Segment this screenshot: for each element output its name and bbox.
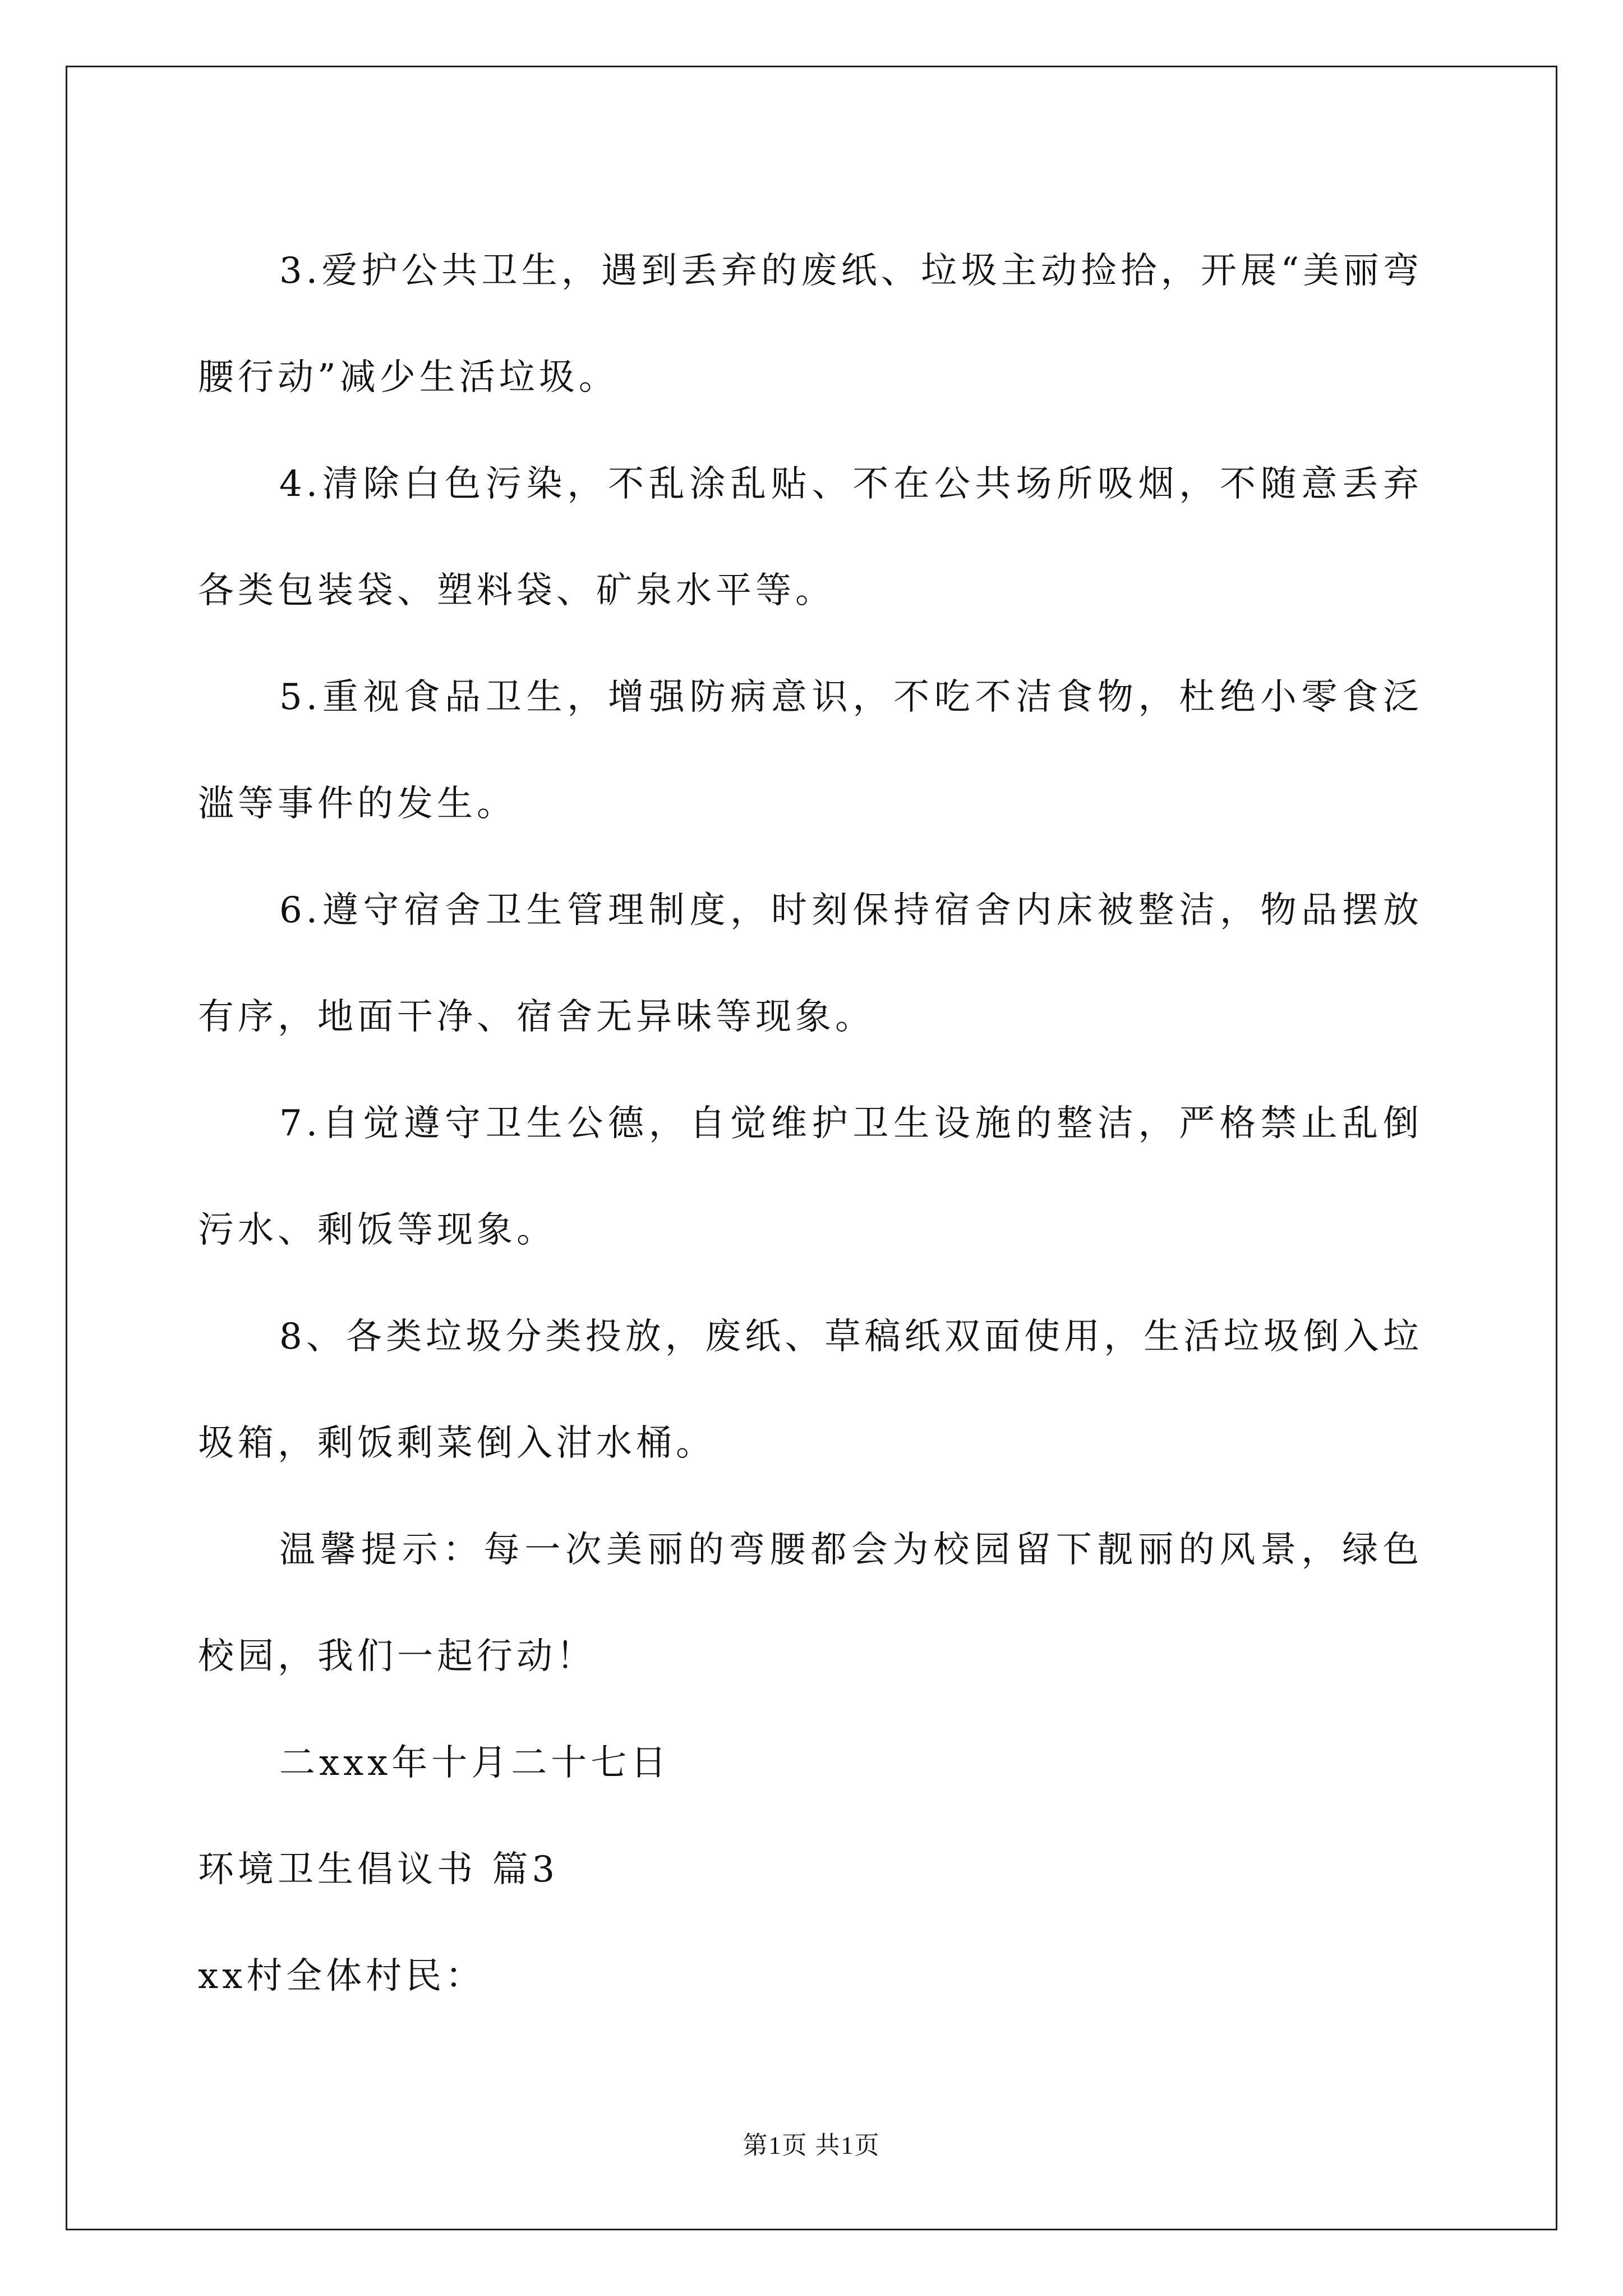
document-body — [198, 218, 1423, 2030]
paragraph-item-6: 6.遵守宿舍卫生管理制度，时刻保持宿舍内床被整洁，物品摆放有序，地面干净、宿舍无异味等现象。 — [198, 890, 1423, 1038]
paragraph-item-5: 5.重视食品卫生，增强防病意识，不吃不洁食物，杜绝小零食泛滥等事件的发生。 — [198, 677, 1423, 825]
date-line: 二xxx年十月二十七日 — [279, 1742, 671, 1784]
paragraph-item-8: 8、各类垃圾分类投放，废纸、草稿纸双面使用，生活垃圾倒入垃圾箱，剩饭剩菜倒入泔水桶。 — [198, 1316, 1423, 1464]
section-title: 环境卫生倡议书 篇3 — [198, 1849, 559, 1890]
paragraph-item-4: 4.清除白色污染，不乱涂乱贴、不在公共场所吸烟，不随意丢弃各类包装袋、塑料袋、矿泉水平等。 — [198, 463, 1423, 611]
paragraph-item-3: 3.爱护公共卫生，遇到丢弃的废纸、垃圾主动捡拾，开展“美丽弯腰行动”减少生活垃圾。 — [198, 250, 1423, 398]
paragraph-tip: 温馨提示：每一次美丽的弯腰都会为校园留下靓丽的风景，绿色校园，我们一起行动！ — [198, 1529, 1423, 1677]
page-footer: 第1页 共1页 — [743, 2132, 880, 2159]
salutation: xx村全体村民： — [198, 1955, 486, 1997]
paragraph-item-7: 7.自觉遵守卫生公德，自觉维护卫生设施的整洁，严格禁止乱倒污水、剩饭等现象。 — [198, 1103, 1423, 1251]
